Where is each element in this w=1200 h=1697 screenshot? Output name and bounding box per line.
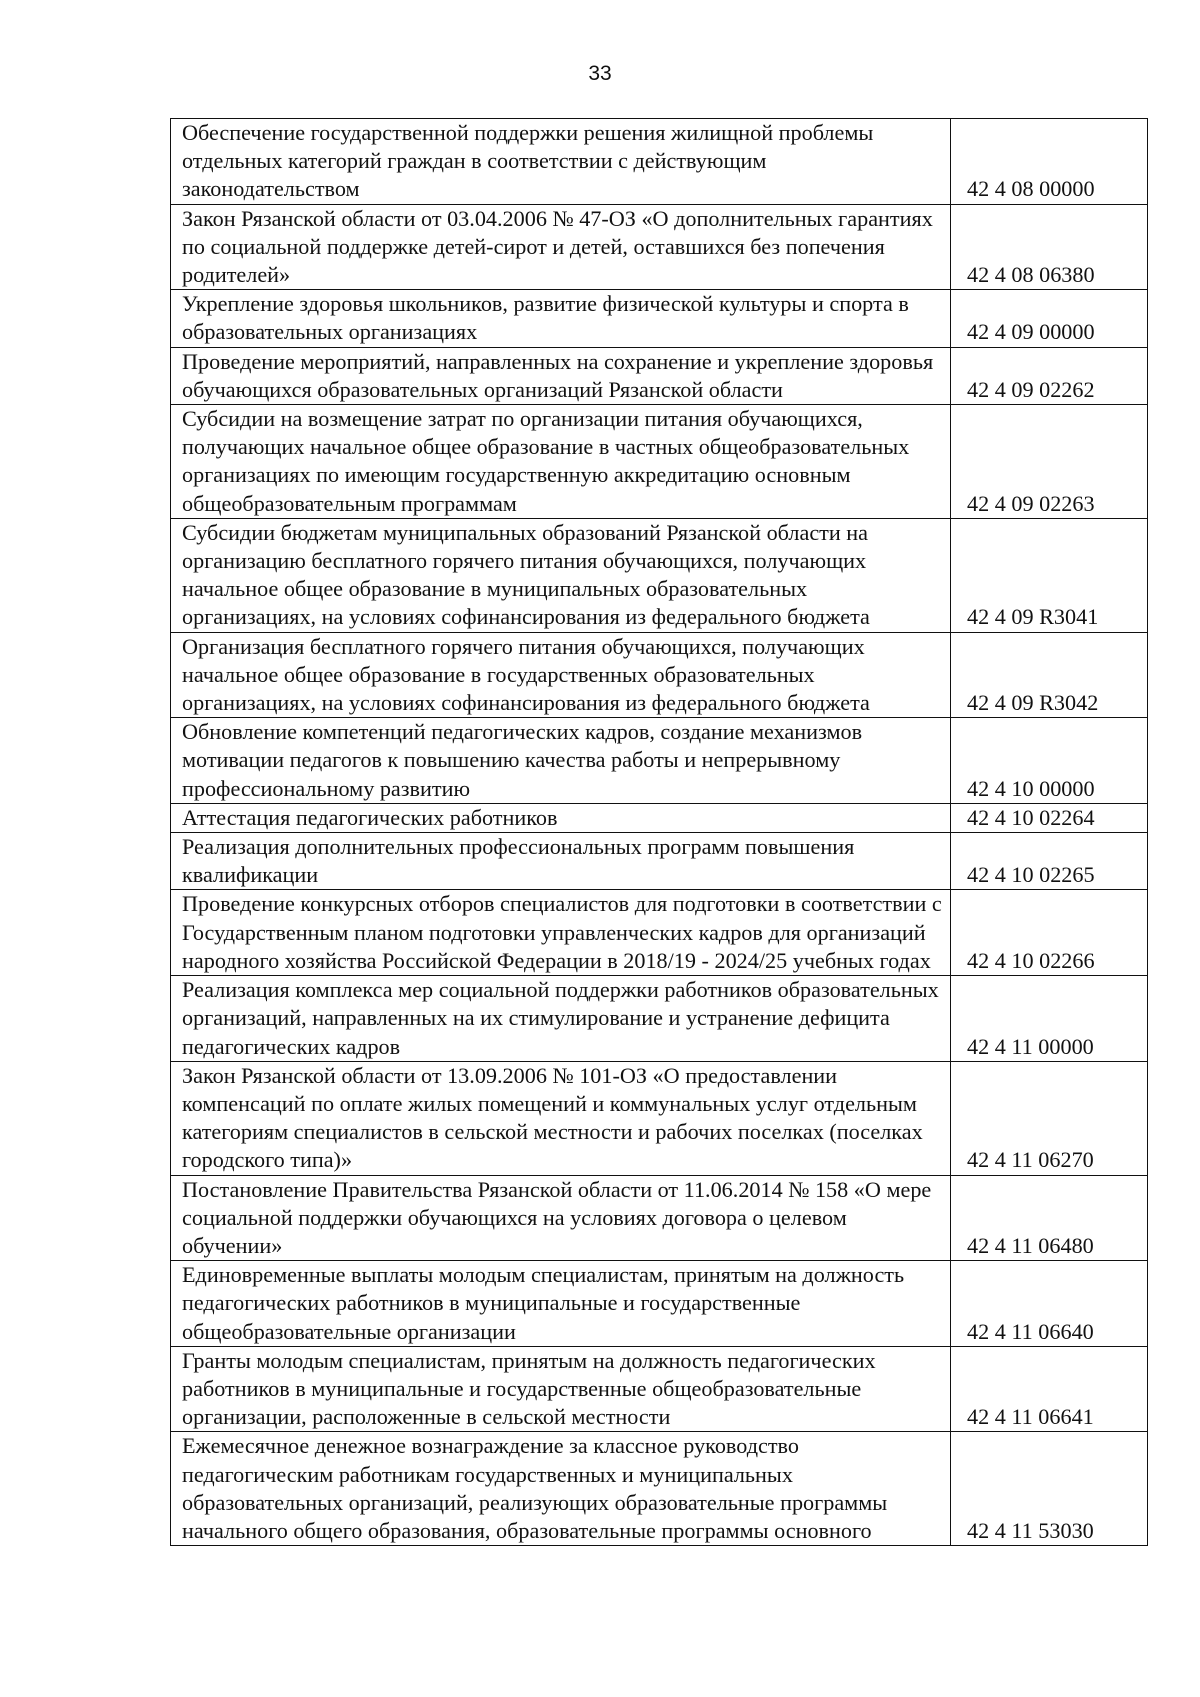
expense-item-name: Реализация дополнительных профессиональных программ повышения квалификации — [171, 833, 951, 890]
table-row — [171, 204, 1148, 290]
table-row — [171, 290, 1148, 347]
expense-item-code: 42 4 10 00000 — [951, 718, 1148, 804]
expense-item-code: 42 4 11 00000 — [951, 976, 1148, 1062]
table-row — [171, 803, 1148, 832]
expense-item-name: Обновление компетенций педагогических кадров, создание механизмов мотивации педагогов к повышению качества работы и непрерывному профессиональному развитию — [171, 718, 951, 804]
table-row — [171, 833, 1148, 890]
table-row — [171, 1261, 1148, 1347]
table-row — [171, 1346, 1148, 1432]
table-row — [171, 1432, 1148, 1546]
table-row — [171, 1175, 1148, 1261]
expense-item-name: Постановление Правительства Рязанской области от 11.06.2014 № 158 «О мере социальной поддержки обучающихся на условиях договора о целевом обучении» — [171, 1175, 951, 1261]
expense-item-name: Субсидии на возмещение затрат по организации питания обучающихся, получающих начальное общее образование в частных общеобразовательных организациях по имеющим государственную аккредитацию основным общеобразовательным программам — [171, 405, 951, 519]
expense-item-name: Реализация комплекса мер социальной поддержки работников образовательных организаций, направленных на их стимулирование и устранение дефицита педагогических кадров — [171, 976, 951, 1062]
expense-item-name: Проведение мероприятий, направленных на сохранение и укрепление здоровья обучающихся образовательных организаций Рязанской области — [171, 347, 951, 404]
table-row — [171, 632, 1148, 718]
expense-item-name: Гранты молодым специалистам, принятым на должность педагогических работников в муниципальные и государственные общеобразовательные организации, расположенные в сельской местности — [171, 1346, 951, 1432]
expense-item-name: Аттестация педагогических работников — [171, 803, 951, 832]
page-number: 33 — [588, 62, 612, 85]
table-row — [171, 890, 1148, 976]
expense-item-code: 42 4 08 00000 — [951, 119, 1148, 205]
table-row — [171, 718, 1148, 804]
expense-item-name: Обеспечение государственной поддержки решения жилищной проблемы отдельных категорий граждан в соответствии с действующим законодательством — [171, 119, 951, 205]
table-row — [171, 1061, 1148, 1175]
expense-item-name: Закон Рязанской области от 03.04.2006 № 47-ОЗ «О дополнительных гарантиях по социальной поддержке детей-сирот и детей, оставшихся без попечения родителей» — [171, 204, 951, 290]
expense-item-code: 42 4 09 R3041 — [951, 518, 1148, 632]
expense-item-name: Проведение конкурсных отборов специалистов для подготовки в соответствии с Государственным планом подготовки управленческих кадров для организаций народного хозяйства Российской Федерации в 2018/19 - 2024/25 учебных годах — [171, 890, 951, 976]
expense-item-name: Укрепление здоровья школьников, развитие физической культуры и спорта в образовательных организациях — [171, 290, 951, 347]
expense-item-name: Закон Рязанской области от 13.09.2006 № 101-ОЗ «О предоставлении компенсаций по оплате жилых помещений и коммунальных услуг отдельным категориям специалистов в сельской местности и рабочих поселках (поселках городского типа)» — [171, 1061, 951, 1175]
table-row — [171, 347, 1148, 404]
expense-item-code: 42 4 11 06270 — [951, 1061, 1148, 1175]
expense-item-code: 42 4 10 02265 — [951, 833, 1148, 890]
table-body — [171, 119, 1148, 1546]
expense-item-name: Организация бесплатного горячего питания обучающихся, получающих начальное общее образование в государственных образовательных организациях, на условиях софинансирования из федерального бюджета — [171, 632, 951, 718]
table-row — [171, 518, 1148, 632]
expense-item-code: 42 4 10 02264 — [951, 803, 1148, 832]
expense-item-code: 42 4 09 02262 — [951, 347, 1148, 404]
expense-item-code: 42 4 09 R3042 — [951, 632, 1148, 718]
expense-item-code: 42 4 09 00000 — [951, 290, 1148, 347]
expense-item-code: 42 4 11 06641 — [951, 1346, 1148, 1432]
budget-classification-table — [170, 118, 1148, 1546]
expense-item-name: Ежемесячное денежное вознаграждение за классное руководство педагогическим работникам государственных и муниципальных образовательных организаций, реализующих образовательные программы начального общего образования, образовательные программы основного — [171, 1432, 951, 1546]
expense-item-name: Субсидии бюджетам муниципальных образований Рязанской области на организацию бесплатного горячего питания обучающихся, получающих начальное общее образование в муниципальных образовательных организациях, на условиях софинансирования из федерального бюджета — [171, 518, 951, 632]
expense-item-code: 42 4 08 06380 — [951, 204, 1148, 290]
expense-item-name: Единовременные выплаты молодым специалистам, принятым на должность педагогических работников в муниципальные и государственные общеобразовательные организации — [171, 1261, 951, 1347]
table-row — [171, 405, 1148, 519]
budget-classification-table-container — [170, 118, 1148, 1546]
expense-item-code: 42 4 10 02266 — [951, 890, 1148, 976]
expense-item-code: 42 4 09 02263 — [951, 405, 1148, 519]
expense-item-code: 42 4 11 06640 — [951, 1261, 1148, 1347]
expense-item-code: 42 4 11 06480 — [951, 1175, 1148, 1261]
table-row — [171, 976, 1148, 1062]
table-row — [171, 119, 1148, 205]
expense-item-code: 42 4 11 53030 — [951, 1432, 1148, 1546]
